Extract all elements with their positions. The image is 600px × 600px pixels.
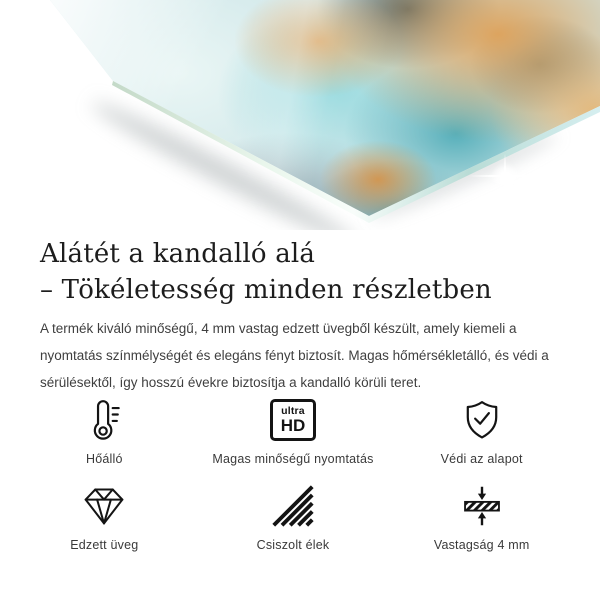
- feature-label: Vastagság 4 mm: [433, 538, 530, 552]
- feature-thickness: [387, 484, 576, 552]
- product-text-block: [40, 236, 572, 396]
- ultra-hd-badge: [270, 399, 316, 441]
- page-title: [40, 236, 572, 308]
- feature-tempered-glass: [10, 484, 199, 552]
- polished-edges-icon: [271, 484, 315, 528]
- product-photo: [0, 0, 600, 230]
- feature-label: Magas minőségű nyomtatás: [212, 452, 374, 466]
- shield-check-icon: [460, 398, 504, 442]
- feature-print-quality: [199, 398, 388, 466]
- feature-label: Hőálló: [86, 452, 123, 466]
- thermometer-icon: [82, 398, 126, 442]
- feature-label: Edzett üveg: [70, 538, 139, 552]
- ultra-hd-icon: [270, 398, 316, 442]
- product-description: A termék kiváló minőségű, 4 mm vastag edzett üvegből készült, amely kiemeli a nyomtatás színmélységét és elegáns fényt biztosít. Magas hőmérsékletálló, és védi a sérülésektől, így hosszú évekre biztosítja a kandalló körüli teret.: [40, 321, 549, 390]
- page-title-line1: Alátét a kandalló alá: [40, 239, 316, 269]
- ultra-hd-badge-top: ultra: [281, 404, 305, 417]
- feature-label: Csiszolt élek: [256, 538, 330, 552]
- page-title-line2: – Tökéletesség minden részletben: [40, 275, 492, 305]
- ultra-hd-badge-bottom: HD: [280, 416, 306, 436]
- diamond-icon: [82, 484, 126, 528]
- feature-grid: [10, 398, 576, 552]
- feature-polished-edges: [199, 484, 388, 552]
- thickness-icon: [460, 484, 504, 528]
- feature-protects-base: [387, 398, 576, 466]
- feature-heat-resistant: [10, 398, 199, 466]
- lens-flare-sparkle-icon: [469, 154, 541, 198]
- feature-label: Védi az alapot: [440, 452, 523, 466]
